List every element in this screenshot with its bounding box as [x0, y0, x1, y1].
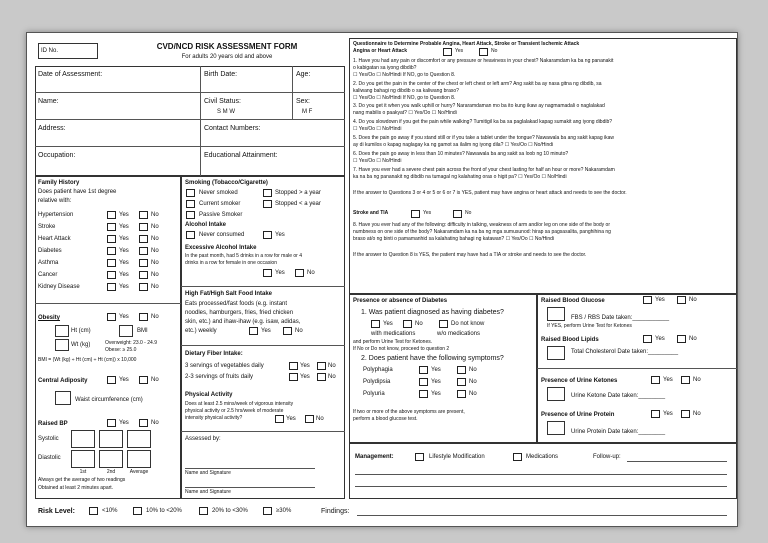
protein-input[interactable] [547, 421, 565, 435]
vegetables-no[interactable] [317, 362, 326, 370]
systolic-1st[interactable] [71, 430, 95, 448]
management-box [349, 443, 737, 499]
family-history-no-checkbox[interactable] [139, 223, 148, 231]
raised-bp-title: Raised BP [38, 421, 68, 427]
diastolic-1st[interactable] [71, 450, 95, 468]
symptom-no-checkbox[interactable] [457, 366, 466, 374]
date-of-assessment-label: Date of Assessment: [38, 71, 103, 78]
raised-glucose-title: Raised Blood Glucose [541, 298, 605, 304]
excessive-alcohol-no[interactable] [295, 269, 304, 277]
food-no-checkbox[interactable] [283, 327, 292, 335]
occupation-label: Occupation: [38, 152, 76, 159]
ketone-input[interactable] [547, 387, 565, 401]
obesity-title: Obesity [38, 315, 61, 321]
family-history-yes-checkbox[interactable] [107, 283, 116, 291]
ketones-no[interactable] [681, 376, 690, 384]
symptom-label: Polyphagia [363, 367, 393, 373]
family-history-yes-checkbox[interactable] [107, 271, 116, 279]
question-line: kaliwang bahagi ng dibdib o sa kaliwang braso? [353, 88, 459, 94]
adiposity-yes-checkbox[interactable] [107, 376, 116, 384]
question-line: ☐ Yes/Oo ☐ No/Hindi [353, 126, 402, 132]
cholesterol-input[interactable] [547, 346, 565, 360]
alcohol-title: Alcohol Intake [185, 222, 227, 228]
family-history-item: Asthma [38, 260, 59, 266]
systolic-2nd[interactable] [99, 430, 123, 448]
bmi-input[interactable] [119, 325, 133, 337]
question-line: If the answer to Question 8 is YES, the patient may have had a TIA or stroke and needs to see the doctor. [353, 252, 587, 258]
family-history-no-checkbox[interactable] [139, 247, 148, 255]
smoking-title: Smoking (Tobacco/Cigarette) [185, 180, 268, 186]
question-line: If the answer to Questions 3 or 4 or 5 or 6 or 7 is YES, patient may have angina or heart attack and needs to see the doctor. [353, 190, 627, 196]
vegetables-yes[interactable] [289, 362, 298, 370]
diabetes-title: Presence or absence of Diabetes [353, 298, 448, 304]
excessive-alcohol-yes[interactable] [263, 269, 272, 277]
diastolic-average[interactable] [127, 450, 151, 468]
stroke-yes-checkbox[interactable] [411, 210, 420, 218]
angina-no-checkbox[interactable] [479, 48, 488, 56]
lipids-no[interactable] [677, 335, 686, 343]
food-intake-title: High Fat/High Salt Food Intake [185, 291, 272, 297]
questionnaire-title: Questionnaire to Determine Probable Angina, Heart Attack, Stroke or Transient Ischemic Attack [353, 41, 580, 47]
protein-no[interactable] [681, 410, 690, 418]
urine-ketones-title: Presence of Urine Ketones [541, 378, 618, 384]
family-history-item: Cancer [38, 272, 58, 278]
risk-level-label: Risk Level: [38, 508, 75, 515]
ketones-yes[interactable] [651, 376, 660, 384]
question-line: o kabigatan sa iyong dibdib? [353, 65, 417, 71]
question-line: numbness on one side of the body? Nakaramdam ka na ba ng mga sumusunod: hirap sa pagsasalita, panghihina ng [353, 229, 611, 235]
family-history-title: Family History [38, 180, 80, 186]
sex-options[interactable]: M F [302, 109, 313, 115]
form-title: CVD/NCD RISK ASSESSMENT FORM [156, 42, 298, 51]
family-history-yes-checkbox[interactable] [107, 247, 116, 255]
family-history-item: Stroke [38, 224, 56, 230]
family-history-no-checkbox[interactable] [139, 259, 148, 267]
risk-over-30[interactable] [263, 507, 272, 515]
question-line: nang mabilis o paakyat? ☐ Yes/Oo ☐ No/Hindi [353, 110, 457, 116]
symptom-yes-checkbox[interactable] [419, 378, 428, 386]
question-line: ☐ Yes/Oo ☐ No/Hindi [353, 158, 402, 164]
family-history-yes-checkbox[interactable] [107, 235, 116, 243]
risk-under-10[interactable] [89, 507, 98, 515]
sex-label: Sex: [296, 98, 311, 105]
raised-lipids-title: Raised Blood Lipids [541, 337, 599, 343]
passive-smoker-checkbox[interactable] [186, 211, 195, 219]
never-smoked-checkbox[interactable] [186, 189, 195, 197]
food-yes-checkbox[interactable] [249, 327, 258, 335]
lipids-yes[interactable] [643, 335, 652, 343]
risk-20-30[interactable] [199, 507, 208, 515]
contact-label: Contact Numbers: [204, 125, 261, 132]
id-label: ID No. [41, 48, 59, 54]
waist-input[interactable] [55, 391, 71, 405]
question-line: ay di kumilos o kapag naglagay ka ng gamot sa ilalim ng iyong dila? ☐ Yes/Oo ☐ No/Hindi [353, 142, 554, 148]
question-line: braso at/o ng binti o pamamanhid sa kalahating bahagi ng katawan? ☐ Yes/Oo ☐ No/Hindi [353, 236, 555, 242]
stroke-tia-title: Stroke and TIA [353, 210, 389, 216]
diabetes-no[interactable] [403, 320, 412, 328]
question-line: 4. Do you slowdown if you get the pain while walking? Tumitigil ka ba sa paglalakad kapag sumakit ang iyong dibdib? [353, 119, 613, 125]
age-label: Age: [296, 71, 311, 78]
symptom-no-checkbox[interactable] [457, 390, 466, 398]
question-line: ☐ Yes/Oo ☐ No/Hindi If NO, go to Question 8. [353, 72, 456, 78]
diabetes-dont-know[interactable] [439, 320, 448, 328]
risk-10-20[interactable] [133, 507, 142, 515]
alcohol-yes-checkbox[interactable] [263, 231, 272, 239]
medications-checkbox[interactable] [513, 453, 522, 461]
protein-yes[interactable] [651, 410, 660, 418]
civil-status-label: Civil Status: [204, 98, 241, 105]
name-label: Name: [38, 98, 59, 105]
form-subtitle: For adults 20 years old and above [181, 54, 273, 60]
question-line: ka na ba ng pananakit ng dibdib na tumagal ng kalahating oras o higit pa? ☐ Yes/Oo ☐ No/Hindi [353, 174, 567, 180]
family-history-item: Hypertension [38, 212, 74, 218]
central-adiposity-title: Central Adiposity [38, 378, 88, 384]
never-consumed-checkbox[interactable] [186, 231, 195, 239]
fruits-no[interactable] [317, 373, 326, 381]
bp-yes-checkbox[interactable] [107, 419, 116, 427]
findings-label: Findings: [321, 508, 350, 515]
question-line: 8. Have you ever had any of the following: difficulty in talking, weakness of arm and/or leg on one side of the body or [353, 222, 611, 228]
address-label: Address: [38, 125, 66, 132]
assessment-form: ID No. CVD/NCD RISK ASSESSMENT FORM For adults 20 years old and above Date of Assessment: Birth Date: Age: Name: Civil Status: S M W Sex: M F Address: Contact Numbers: Occupation: Educational Attainment: Family History Does patient have 1st degree relative with: Hypertension Yes No Stroke Yes No Heart Attack Yes No Diabetes Yes No Asthma Yes No Cancer Yes No Kidney Disease Yes No Obesity Yes No Ht (cm) BMI Wt (kg) Overweight: 23.0 - 24.9 Obese: ≥ 25.0 BMI = (Wt (kg) ÷ Ht (cm) ÷ Ht (cm)) x 10,000 Central Adiposity Yes No Waist circumference (cm) Raised BP Yes No Systolic Diastolic 1st 2nd Average Always get the average of two readings Obtained at least 2 minutes apart. Smoking (Tobacco/Cigarette) Never smoked Stopped > a year Current smoker Stopped < a year Passive Smoker Alcohol Intake Never consumed Yes Excessive Alcohol Intake In the past month, had 5 drinks in a row for male or 4 drinks in a row for female in one occasion Yes No High Fat/High Salt Food Intake Eats processed/fast foods (e.g. instant noodles, hamburgers, fries, fried chicken skin, etc.) and ihaw-ihaw (e.g. isaw, adidas, etc.) weekly Yes No Dietary Fiber Intake: 3 servings of vegetables daily Yes No 2-3 servings of fruits daily Yes No Physical Activity Does at least 2.5 mins/week of vigorous intensity physical activity or 2.5 hrs/week of moderate intensity physical activity? Yes No Assessed by: Name and Signature Name and Signature Questionnaire to Determine Probable Angina, Heart Attack, Stroke or Transient Ischemic Attack Angina or Heart Attack Yes No 1. Have you had any pain or discomfort or any pressure or heaviness in your chest? Nakaramdam ka ba ng pananakit o kabigatan sa iyong dibdib? ☐ Yes/Oo ☐ No/Hindi If NO, go to Question 8. 2. Do you get the pain in the center of the chest or left chest or left arm? Ang sakit ba ay nasa gitna ng dibdib, sa kaliwang bahagi ng dibdib o sa kaliwang braso? ☐ Yes/Oo ☐ No/Hindi If NO, go to Question 8. 3. Do you get it when you walk uphill or hurry? Nararamdaman mo ba ito kung ikaw ay nagmamadali o naglalakad nang mabilis o paakyat? ☐ Yes/Oo ☐ No/Hindi 4. Do you slowdown if you get the pain while walking? Tumitigil ka ba sa paglalakad kapag sumakit ang iyong dibdib? ☐ Yes/Oo ☐ No/Hindi 5. Does the pain go away if you stand still or if you take a tablet under the tongue? Nawawala ba ang sakit kapag ikaw ay di kumilos o kapag naglagay ka ng gamot sa ilalim ng iyong dila? ☐ Yes/Oo ☐ No/Hindi 6. Does the pain go away in less than 10 minutes? Nawawala ba ang sakit sa loob ng 10 minuto? ☐ Yes/Oo ☐ No/Hindi 7. Have you ever had a severe chest pain across the front of your chest lasting for half an hour or more? Nakaramdam ka na ba ng pananakit ng dibdib na tumagal ng kalahating oras o higit pa? ☐ Yes/Oo ☐ No/Hindi If the answer to Questions 3 or 4 or 5 or 6 or 7 is YES, patient may have angina or heart attack and needs to see the doctor. Stroke and TIA Yes No 8. Have you ever had any of the following: difficulty in talking, weakness of arm and/or leg on one side of the body or numbness on one side of the body? Nakaramdam ka na ba ng mga sumusunod: hirap sa pagsasalita, panghihina ng braso at/o ng binti o pamamanhid sa kalahating bahagi ng katawan? ☐ Yes/Oo ☐ No/Hindi If the answer to Question 8 is YES, the patient may have had a TIA or stroke and needs to see the doctor. Presence or absence of Diabetes 1. Was patient diagnosed as having diabetes? Yes No Do not know with medications w/o medications and perform Urine Test for Ketones. If No or Do not know, proceed to question 2 2. Does patient have the following symptoms? Polyphagia Yes No Polydipsia Yes No Polyuria Yes No If two or more of the above symptoms are present, perform a blood glucose test. Raised Blood Glucose Yes No FBS / RBS Date taken:___________ If YES, perform Urine Test for Ketones Raised Blood Lipids Yes No Total Cholesterol Date taken:_________ Presence of Urine Ketones Yes No Urine Ketone Date taken:________ Presence of Urine Protein Yes No Urine Protein Date taken:________ Management: Lifestyle Modification Medications Follow-up: Risk Level: <10% 10% to <20% 20% to <30% ≥30% Findings: [26, 32, 738, 527]
systolic-average[interactable] [127, 430, 151, 448]
education-label: Educational Attainment: [204, 152, 278, 159]
family-history-no-checkbox[interactable] [139, 235, 148, 243]
management-label: Management: [355, 454, 394, 460]
fiber-title: Dietary Fiber Intake: [185, 351, 243, 357]
family-history-yes-checkbox[interactable] [107, 223, 116, 231]
fruits-yes[interactable] [289, 373, 298, 381]
adiposity-no-checkbox[interactable] [139, 376, 148, 384]
stroke-no-checkbox[interactable] [453, 210, 462, 218]
obesity-no-checkbox[interactable] [139, 313, 148, 321]
symptom-yes-checkbox[interactable] [419, 390, 428, 398]
family-history-no-checkbox[interactable] [139, 271, 148, 279]
stopped-over-year-checkbox[interactable] [263, 189, 272, 197]
bp-no-checkbox[interactable] [139, 419, 148, 427]
activity-no[interactable] [305, 415, 314, 423]
angina-yes-checkbox[interactable] [443, 48, 452, 56]
assessed-by-label: Assessed by: [185, 436, 221, 442]
physical-activity-title: Physical Activity [185, 392, 233, 398]
family-history-yes-checkbox[interactable] [107, 211, 116, 219]
diabetes-yes[interactable] [371, 320, 380, 328]
diastolic-2nd[interactable] [99, 450, 123, 468]
glucose-yes[interactable] [643, 296, 652, 304]
family-history-item: Kidney Disease [38, 284, 80, 290]
family-history-item: Heart Attack [38, 236, 71, 242]
height-input[interactable] [55, 325, 69, 337]
family-history-item: Diabetes [38, 248, 62, 254]
bmi-formula: BMI = (Wt (kg) ÷ Ht (cm) ÷ Ht (cm)) x 10,000 [38, 357, 137, 363]
symptom-yes-checkbox[interactable] [419, 366, 428, 374]
question-line: 5. Does the pain go away if you stand still or if you take a tablet under the tongue? Nawawala ba ang sakit kapag ikaw [353, 135, 614, 141]
current-smoker-checkbox[interactable] [186, 200, 195, 208]
weight-input[interactable] [55, 339, 69, 351]
family-history-no-checkbox[interactable] [139, 283, 148, 291]
stopped-under-year-checkbox[interactable] [263, 200, 272, 208]
activity-yes[interactable] [275, 415, 284, 423]
obesity-yes-checkbox[interactable] [107, 313, 116, 321]
question-line: 3. Do you get it when you walk uphill or hurry? Nararamdaman mo ba ito kung ikaw ay nagmamadali o naglalakad [353, 103, 605, 109]
question-line: 2. Do you get the pain in the center of the chest or left chest or left arm? Ang sakit ba ay nasa gitna ng dibdib, sa [353, 81, 602, 87]
question-line: ☐ Yes/Oo ☐ No/Hindi If NO, go to Question 8. [353, 95, 456, 101]
civil-status-options[interactable]: S M W [217, 109, 235, 115]
fbs-input[interactable] [547, 307, 565, 321]
lifestyle-checkbox[interactable] [415, 453, 424, 461]
glucose-no[interactable] [677, 296, 686, 304]
family-history-yes-checkbox[interactable] [107, 259, 116, 267]
symptom-label: Polydipsia [363, 379, 391, 385]
question-line: 7. Have you ever had a severe chest pain across the front of your chest lasting for half an hour or more? Nakaramdam [353, 167, 615, 173]
family-history-no-checkbox[interactable] [139, 211, 148, 219]
birth-date-label: Birth Date: [204, 71, 238, 78]
question-line: 1. Have you had any pain or discomfort or any pressure or heaviness in your chest? Nakaramdam ka ba ng pananakit [353, 58, 614, 64]
urine-protein-title: Presence of Urine Protein [541, 412, 615, 418]
demographics-box [35, 66, 345, 176]
question-line: 6. Does the pain go away in less than 10 minutes? Nawawala ba ang sakit sa loob ng 10 minuto? [353, 151, 569, 157]
symptom-no-checkbox[interactable] [457, 378, 466, 386]
symptom-label: Polyuria [363, 391, 385, 397]
